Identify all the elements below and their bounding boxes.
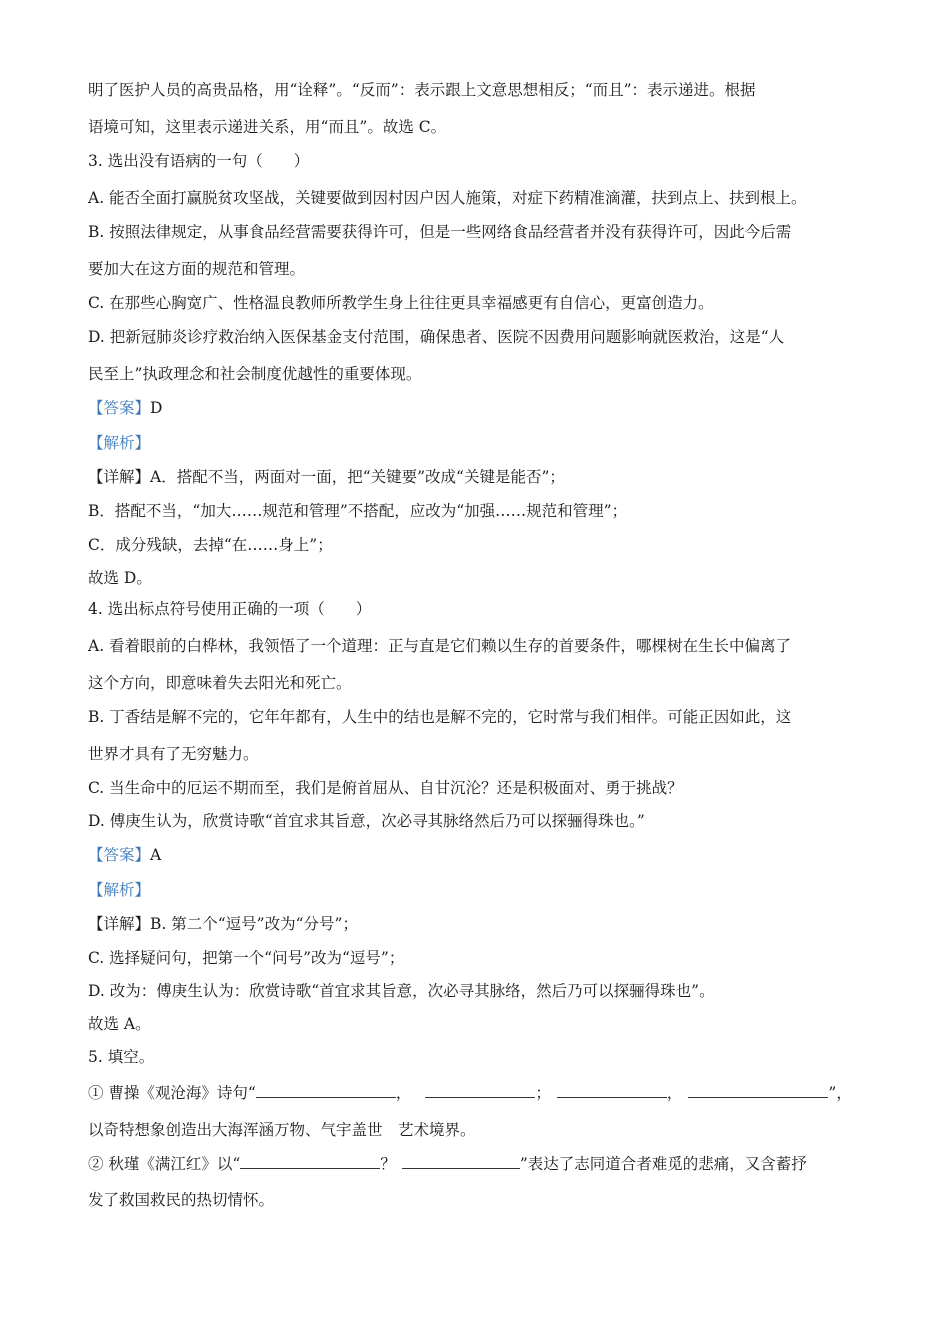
blank-field[interactable] bbox=[256, 1083, 396, 1098]
blank-field[interactable] bbox=[240, 1154, 380, 1169]
blank-field[interactable] bbox=[425, 1083, 535, 1098]
fill-line-2 bbox=[88, 1153, 807, 1175]
answer-value: D bbox=[150, 399, 163, 417]
detail-text: A．搭配不当，两面对一面，把“关键要”改成“关键是能否”； bbox=[150, 468, 565, 486]
text-line: 语境可知，这里表示递进关系，用“而且”。故选 C。 bbox=[88, 118, 447, 136]
text-line: 这个方向，即意味着失去阳光和死亡。 bbox=[88, 674, 352, 692]
separator: ”表达了志同道合者难觅的悲痛，又含蓄抒 bbox=[519, 1155, 807, 1173]
text-line: 世界才具有了无穷魅力。 bbox=[88, 745, 259, 763]
text-line: D. 改为：傅庚生认为：欣赏诗歌“首宜求其旨意，次必寻其脉络，然后乃可以探骊得珠也”。 bbox=[88, 982, 715, 1000]
blank-field[interactable] bbox=[688, 1083, 828, 1098]
fill-prompt: ① 曹操《观沧海》诗句“ bbox=[88, 1084, 256, 1102]
analysis-tag: 【解析】 bbox=[88, 881, 151, 899]
text-line: 要加大在这方面的规范和管理。 bbox=[88, 260, 306, 278]
text-line: B．搭配不当，“加大……规范和管理”不搭配，应改为“加强……规范和管理”； bbox=[88, 502, 628, 520]
blank-field[interactable] bbox=[557, 1083, 667, 1098]
option-c: C. 在那些心胸宽广、性格温良教师所教学生身上往往更具幸福感更有自信心，更富创造力。 bbox=[88, 294, 714, 312]
question-4-title: 4. 选出标点符号使用正确的一项（ ） bbox=[88, 600, 372, 618]
detail-line bbox=[88, 913, 358, 935]
text-line: C. 选择疑问句，把第一个“问号”改为“逗号”； bbox=[88, 949, 405, 967]
separator: ？ bbox=[380, 1155, 396, 1173]
option-a: A. 能否全面打赢脱贫攻坚战，关键要做到因村因户因人施策，对症下药精准滴灌，扶到点上、扶到根上。 bbox=[88, 189, 807, 207]
blank-field[interactable] bbox=[402, 1154, 520, 1169]
analysis-line bbox=[88, 432, 150, 454]
detail-text: B. 第二个“逗号”改为“分号”； bbox=[150, 915, 358, 933]
fill-line-1 bbox=[88, 1082, 852, 1104]
question-3-title: 3. 选出没有语病的一句（ ） bbox=[88, 152, 310, 170]
analysis-tag: 【解析】 bbox=[88, 434, 151, 452]
detail-tag: 【详解】 bbox=[88, 915, 151, 933]
text-line: 故选 A。 bbox=[88, 1015, 151, 1033]
answer-line bbox=[88, 397, 162, 419]
text-line: 发了救国救民的热切情怀。 bbox=[88, 1191, 275, 1209]
fill-prompt: ② 秋瑾《满江红》以“ bbox=[88, 1155, 241, 1173]
detail-line bbox=[88, 466, 565, 488]
text-line: 故选 D。 bbox=[88, 569, 152, 587]
answer-tag: 【答案】 bbox=[88, 846, 151, 864]
option-b: B. 按照法律规定，从事食品经营需要获得许可，但是一些网络食品经营者并没有获得许可，因此今后需 bbox=[88, 223, 792, 241]
answer-value: A bbox=[150, 846, 162, 864]
separator: ， bbox=[395, 1084, 412, 1102]
question-5-title: 5. 填空。 bbox=[88, 1048, 155, 1066]
separator: ； bbox=[535, 1084, 551, 1102]
option-d: D. 把新冠肺炎诊疗救治纳入医保基金支付范围，确保患者、医院不因费用问题影响就医救治，这是“人 bbox=[88, 328, 785, 346]
text-line: 民至上”执政理念和社会制度优越性的重要体现。 bbox=[88, 365, 422, 383]
text-line: 以奇特想象创造出大海浑涵万物、气宇盖世 艺术境界。 bbox=[88, 1121, 476, 1139]
separator: ， bbox=[666, 1084, 683, 1102]
option-c: C. 当生命中的厄运不期而至，我们是俯首屈从、自甘沉沦？还是积极面对、勇于挑战？ bbox=[88, 779, 683, 797]
text-line: C．成分残缺，去掉“在……身上”； bbox=[88, 536, 333, 554]
answer-line bbox=[88, 844, 161, 866]
separator: ”， bbox=[828, 1084, 852, 1102]
option-d: D. 傅庚生认为，欣赏诗歌“首宜求其旨意，次必寻其脉络然后乃可以探骊得珠也。” bbox=[88, 812, 645, 830]
answer-tag: 【答案】 bbox=[88, 399, 151, 417]
option-b: B. 丁香结是解不完的，它年年都有，人生中的结也是解不完的，它时常与我们相伴。可能正因如此，这 bbox=[88, 708, 792, 726]
analysis-line bbox=[88, 879, 150, 901]
detail-tag: 【详解】 bbox=[88, 468, 151, 486]
text-line: 明了医护人员的高贵品格，用“诠释”。“反而”：表示跟上文意思想相反；“而且”：表示递进。根据 bbox=[88, 81, 756, 99]
option-a: A. 看着眼前的白桦林，我领悟了一个道理：正与直是它们赖以生存的首要条件，哪棵树在生长中偏离了 bbox=[88, 637, 792, 655]
